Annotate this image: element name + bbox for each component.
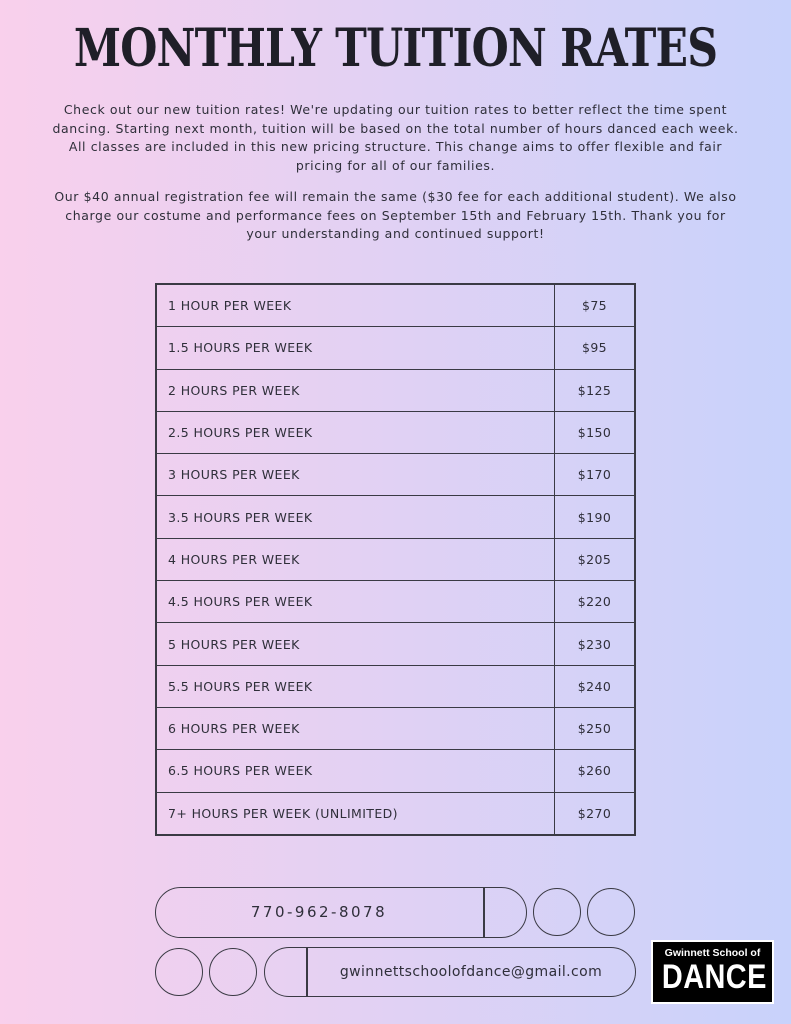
phone-pill-divider xyxy=(483,887,485,938)
phone-number[interactable]: 770-962-8078 xyxy=(250,903,388,921)
table-row xyxy=(156,665,635,707)
price-cell: $260 xyxy=(555,750,636,792)
email-address[interactable]: gwinnettschoolofdance@gmail.com xyxy=(339,964,603,980)
hours-cell: 2.5 HOURS PER WEEK xyxy=(156,411,555,453)
decorative-circle xyxy=(155,948,203,996)
price-cell: $75 xyxy=(555,284,636,327)
fees-paragraph: Our $40 annual registration fee will remain the same ($30 fee for each additional student). We also charge our costume and performance fees on September 15th and February 15th. Thank you for your understanding and continued support! xyxy=(54,189,737,241)
table-row xyxy=(156,750,635,792)
email-pill-divider xyxy=(306,947,308,997)
table-row xyxy=(156,284,635,327)
page-title: MONTHLY TUITION RATES xyxy=(73,18,718,79)
table-row xyxy=(156,792,635,835)
intro-paragraph: Check out our new tuition rates! We're updating our tuition rates to better reflect the time spent dancing. Starting next month, tuition will be based on the total number of hours danced each week. All classes are included in this new pricing structure. This change aims to offer flexible and fair pricing for all of our families. xyxy=(52,102,739,173)
hours-cell: 1 HOUR PER WEEK xyxy=(156,284,555,327)
price-cell: $170 xyxy=(555,454,636,496)
hours-cell: 6.5 HOURS PER WEEK xyxy=(156,750,555,792)
tuition-rates-table xyxy=(155,283,636,836)
decorative-circle xyxy=(587,888,635,936)
price-cell: $250 xyxy=(555,707,636,749)
price-cell: $125 xyxy=(555,369,636,411)
price-cell: $220 xyxy=(555,581,636,623)
table-row xyxy=(156,623,635,665)
hours-cell: 3.5 HOURS PER WEEK xyxy=(156,496,555,538)
logo-top-text: Gwinnett School of xyxy=(664,947,761,959)
price-cell: $190 xyxy=(555,496,636,538)
school-logo xyxy=(651,940,774,1004)
price-cell: $270 xyxy=(555,792,636,835)
table-row xyxy=(156,369,635,411)
table-row xyxy=(156,538,635,580)
price-cell: $95 xyxy=(555,327,636,369)
hours-cell: 2 HOURS PER WEEK xyxy=(156,369,555,411)
table-row xyxy=(156,411,635,453)
price-cell: $150 xyxy=(555,411,636,453)
price-cell: $230 xyxy=(555,623,636,665)
hours-cell: 5.5 HOURS PER WEEK xyxy=(156,665,555,707)
table-row xyxy=(156,707,635,749)
decorative-circle xyxy=(533,888,581,936)
hours-cell: 1.5 HOURS PER WEEK xyxy=(156,327,555,369)
table-row xyxy=(156,581,635,623)
table-row xyxy=(156,454,635,496)
hours-cell: 7+ HOURS PER WEEK (UNLIMITED) xyxy=(156,792,555,835)
hours-cell: 4.5 HOURS PER WEEK xyxy=(156,581,555,623)
table-row xyxy=(156,496,635,538)
hours-cell: 4 HOURS PER WEEK xyxy=(156,538,555,580)
logo-main-text: DANCE xyxy=(661,958,767,996)
hours-cell: 3 HOURS PER WEEK xyxy=(156,454,555,496)
price-cell: $205 xyxy=(555,538,636,580)
hours-cell: 6 HOURS PER WEEK xyxy=(156,707,555,749)
hours-cell: 5 HOURS PER WEEK xyxy=(156,623,555,665)
decorative-circle xyxy=(209,948,257,996)
price-cell: $240 xyxy=(555,665,636,707)
table-row xyxy=(156,327,635,369)
